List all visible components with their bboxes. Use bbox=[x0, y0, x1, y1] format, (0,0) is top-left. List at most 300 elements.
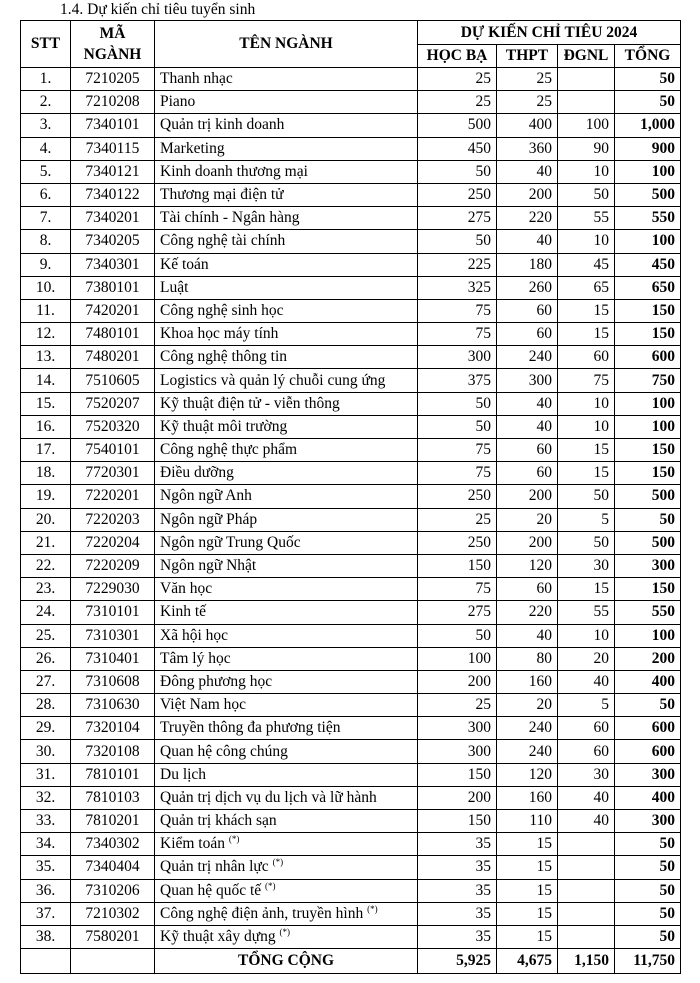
total-label: TỔNG CỘNG bbox=[155, 949, 418, 974]
major-name: Quản trị khách sạn bbox=[160, 812, 277, 830]
table-row bbox=[21, 578, 681, 601]
cell-stt: 7. bbox=[21, 207, 71, 230]
cell-name bbox=[155, 740, 418, 763]
header-ten-nganh: TÊN NGÀNH bbox=[155, 21, 418, 68]
cell-code: 7720301 bbox=[71, 462, 155, 485]
cell-name bbox=[155, 670, 418, 693]
cell-hoc-ba: 35 bbox=[418, 902, 497, 925]
table-row bbox=[21, 856, 681, 879]
table-row bbox=[21, 207, 681, 230]
cell-dgnl: 40 bbox=[558, 670, 615, 693]
cell-name bbox=[155, 694, 418, 717]
cell-code: 7340201 bbox=[71, 207, 155, 230]
cell-thpt: 20 bbox=[497, 508, 558, 531]
cell-stt: 19. bbox=[21, 485, 71, 508]
header-ma-nganh bbox=[71, 21, 155, 68]
cell-tong: 50 bbox=[615, 68, 681, 91]
cell-stt: 30. bbox=[21, 740, 71, 763]
cell-thpt: 260 bbox=[497, 276, 558, 299]
table-row bbox=[21, 230, 681, 253]
cell-dgnl: 10 bbox=[558, 160, 615, 183]
cell-tong: 450 bbox=[615, 253, 681, 276]
major-name: Việt Nam học bbox=[160, 696, 247, 714]
cell-name bbox=[155, 415, 418, 438]
cell-hoc-ba: 275 bbox=[418, 601, 497, 624]
major-name: Quản trị dịch vụ du lịch và lữ hành bbox=[160, 788, 377, 806]
cell-tong: 300 bbox=[615, 810, 681, 833]
cell-stt: 12. bbox=[21, 323, 71, 346]
cell-tong: 50 bbox=[615, 856, 681, 879]
cell-name bbox=[155, 183, 418, 206]
cell-tong: 50 bbox=[615, 508, 681, 531]
cell-code: 7220209 bbox=[71, 554, 155, 577]
cell-dgnl: 65 bbox=[558, 276, 615, 299]
cell-code: 7340301 bbox=[71, 253, 155, 276]
cell-dgnl: 30 bbox=[558, 763, 615, 786]
cell-hoc-ba: 75 bbox=[418, 439, 497, 462]
cell-dgnl: 15 bbox=[558, 439, 615, 462]
table-row bbox=[21, 833, 681, 856]
cell-hoc-ba: 25 bbox=[418, 694, 497, 717]
admission-quota-table bbox=[20, 20, 681, 974]
cell-thpt: 240 bbox=[497, 740, 558, 763]
cell-code: 7210302 bbox=[71, 902, 155, 925]
cell-thpt: 60 bbox=[497, 299, 558, 322]
cell-code: 7220204 bbox=[71, 531, 155, 554]
cell-thpt: 60 bbox=[497, 462, 558, 485]
total-code-cell bbox=[71, 949, 155, 974]
major-name: Điều dưỡng bbox=[160, 464, 234, 482]
cell-hoc-ba: 150 bbox=[418, 554, 497, 577]
major-name: Quản trị kinh doanh bbox=[160, 116, 285, 134]
cell-hoc-ba: 150 bbox=[418, 763, 497, 786]
cell-name bbox=[155, 346, 418, 369]
cell-hoc-ba: 150 bbox=[418, 810, 497, 833]
major-name: Quản trị nhân lực bbox=[160, 858, 269, 876]
cell-stt: 2. bbox=[21, 91, 71, 114]
cell-hoc-ba: 100 bbox=[418, 647, 497, 670]
cell-thpt: 15 bbox=[497, 879, 558, 902]
cell-dgnl: 40 bbox=[558, 786, 615, 809]
cell-code: 7810101 bbox=[71, 763, 155, 786]
cell-tong: 600 bbox=[615, 717, 681, 740]
cell-dgnl: 15 bbox=[558, 462, 615, 485]
table-row bbox=[21, 531, 681, 554]
cell-thpt: 400 bbox=[497, 114, 558, 137]
cell-hoc-ba: 50 bbox=[418, 624, 497, 647]
cell-dgnl: 75 bbox=[558, 369, 615, 392]
major-name: Kỹ thuật môi trường bbox=[160, 417, 288, 435]
cell-code: 7220203 bbox=[71, 508, 155, 531]
cell-tong: 200 bbox=[615, 647, 681, 670]
cell-hoc-ba: 300 bbox=[418, 717, 497, 740]
cell-code: 7810103 bbox=[71, 786, 155, 809]
total-dgnl: 1,150 bbox=[558, 949, 615, 974]
cell-name bbox=[155, 531, 418, 554]
major-name: Kế toán bbox=[160, 255, 209, 273]
cell-thpt: 110 bbox=[497, 810, 558, 833]
cell-tong: 750 bbox=[615, 369, 681, 392]
footnote-mark: (*) bbox=[272, 857, 284, 868]
major-name: Kiểm toán bbox=[160, 835, 225, 853]
table-row bbox=[21, 810, 681, 833]
cell-hoc-ba: 375 bbox=[418, 369, 497, 392]
total-tong: 11,750 bbox=[615, 949, 681, 974]
major-name: Logistics và quản lý chuỗi cung ứng bbox=[160, 371, 386, 389]
cell-dgnl: 10 bbox=[558, 230, 615, 253]
total-thpt: 4,675 bbox=[497, 949, 558, 974]
major-name: Tâm lý học bbox=[160, 649, 231, 667]
cell-thpt: 200 bbox=[497, 531, 558, 554]
cell-tong: 300 bbox=[615, 763, 681, 786]
cell-tong: 100 bbox=[615, 415, 681, 438]
cell-stt: 34. bbox=[21, 833, 71, 856]
cell-stt: 18. bbox=[21, 462, 71, 485]
cell-dgnl bbox=[558, 68, 615, 91]
table-row bbox=[21, 670, 681, 693]
cell-thpt: 360 bbox=[497, 137, 558, 160]
cell-dgnl: 5 bbox=[558, 508, 615, 531]
cell-code: 7310206 bbox=[71, 879, 155, 902]
cell-hoc-ba: 25 bbox=[418, 508, 497, 531]
cell-code: 7310301 bbox=[71, 624, 155, 647]
cell-name bbox=[155, 578, 418, 601]
table-row bbox=[21, 624, 681, 647]
cell-thpt: 200 bbox=[497, 183, 558, 206]
cell-stt: 6. bbox=[21, 183, 71, 206]
table-row bbox=[21, 763, 681, 786]
cell-tong: 600 bbox=[615, 346, 681, 369]
cell-code: 7210205 bbox=[71, 68, 155, 91]
cell-tong: 100 bbox=[615, 624, 681, 647]
table-row bbox=[21, 439, 681, 462]
table-row bbox=[21, 299, 681, 322]
table-row bbox=[21, 392, 681, 415]
cell-tong: 50 bbox=[615, 925, 681, 948]
cell-tong: 100 bbox=[615, 392, 681, 415]
total-row bbox=[21, 949, 681, 974]
table-row bbox=[21, 601, 681, 624]
cell-stt: 25. bbox=[21, 624, 71, 647]
cell-tong: 50 bbox=[615, 879, 681, 902]
cell-dgnl bbox=[558, 833, 615, 856]
cell-thpt: 220 bbox=[497, 601, 558, 624]
table-header-row bbox=[21, 21, 681, 45]
header-stt: STT bbox=[21, 21, 71, 68]
cell-tong: 150 bbox=[615, 578, 681, 601]
cell-code: 7340115 bbox=[71, 137, 155, 160]
cell-name bbox=[155, 786, 418, 809]
cell-hoc-ba: 25 bbox=[418, 91, 497, 114]
cell-dgnl: 10 bbox=[558, 415, 615, 438]
cell-name bbox=[155, 230, 418, 253]
cell-dgnl: 10 bbox=[558, 624, 615, 647]
cell-hoc-ba: 200 bbox=[418, 670, 497, 693]
table-row bbox=[21, 114, 681, 137]
cell-stt: 28. bbox=[21, 694, 71, 717]
cell-stt: 31. bbox=[21, 763, 71, 786]
cell-stt: 36. bbox=[21, 879, 71, 902]
major-name: Công nghệ thực phẩm bbox=[160, 441, 298, 459]
cell-thpt: 15 bbox=[497, 833, 558, 856]
major-name: Công nghệ thông tin bbox=[160, 348, 288, 366]
cell-dgnl bbox=[558, 879, 615, 902]
cell-stt: 26. bbox=[21, 647, 71, 670]
cell-tong: 50 bbox=[615, 833, 681, 856]
cell-name bbox=[155, 207, 418, 230]
cell-hoc-ba: 250 bbox=[418, 531, 497, 554]
cell-name bbox=[155, 554, 418, 577]
footnote-mark: (*) bbox=[367, 903, 378, 914]
cell-tong: 50 bbox=[615, 694, 681, 717]
cell-name bbox=[155, 833, 418, 856]
cell-thpt: 160 bbox=[497, 786, 558, 809]
cell-stt: 23. bbox=[21, 578, 71, 601]
cell-dgnl: 50 bbox=[558, 183, 615, 206]
cell-dgnl bbox=[558, 856, 615, 879]
table-row bbox=[21, 786, 681, 809]
cell-dgnl: 55 bbox=[558, 207, 615, 230]
cell-thpt: 15 bbox=[497, 856, 558, 879]
major-name: Kinh doanh thương mại bbox=[160, 162, 308, 180]
cell-name bbox=[155, 624, 418, 647]
header-dgnl: ĐGNL bbox=[558, 45, 615, 68]
cell-dgnl: 55 bbox=[558, 601, 615, 624]
table-row bbox=[21, 508, 681, 531]
cell-code: 7340101 bbox=[71, 114, 155, 137]
cell-name bbox=[155, 137, 418, 160]
cell-code: 7340302 bbox=[71, 833, 155, 856]
cell-name bbox=[155, 369, 418, 392]
cell-hoc-ba: 35 bbox=[418, 833, 497, 856]
cell-name bbox=[155, 253, 418, 276]
cell-code: 7480101 bbox=[71, 323, 155, 346]
cell-hoc-ba: 200 bbox=[418, 786, 497, 809]
major-name: Kinh tế bbox=[160, 603, 207, 621]
major-name: Thương mại điện tử bbox=[160, 186, 284, 204]
cell-name bbox=[155, 856, 418, 879]
cell-thpt: 20 bbox=[497, 694, 558, 717]
major-name: Kỹ thuật điện tử - viễn thông bbox=[160, 394, 340, 412]
table-row bbox=[21, 925, 681, 948]
cell-hoc-ba: 300 bbox=[418, 740, 497, 763]
cell-dgnl: 5 bbox=[558, 694, 615, 717]
cell-hoc-ba: 225 bbox=[418, 253, 497, 276]
cell-thpt: 60 bbox=[497, 578, 558, 601]
cell-hoc-ba: 250 bbox=[418, 485, 497, 508]
cell-code: 7220201 bbox=[71, 485, 155, 508]
cell-name bbox=[155, 160, 418, 183]
header-tong: TỔNG bbox=[615, 45, 681, 68]
cell-name bbox=[155, 392, 418, 415]
cell-thpt: 15 bbox=[497, 925, 558, 948]
cell-name bbox=[155, 647, 418, 670]
major-name: Công nghệ tài chính bbox=[160, 232, 286, 250]
cell-code: 7340205 bbox=[71, 230, 155, 253]
cell-dgnl: 60 bbox=[558, 346, 615, 369]
header-thpt: THPT bbox=[497, 45, 558, 68]
cell-thpt: 160 bbox=[497, 670, 558, 693]
cell-name bbox=[155, 462, 418, 485]
cell-code: 7340122 bbox=[71, 183, 155, 206]
footnote-mark: (*) bbox=[279, 927, 290, 938]
cell-stt: 8. bbox=[21, 230, 71, 253]
cell-code: 7310401 bbox=[71, 647, 155, 670]
cell-dgnl: 90 bbox=[558, 137, 615, 160]
table-row bbox=[21, 253, 681, 276]
major-name: Ngôn ngữ Pháp bbox=[160, 510, 258, 528]
cell-code: 7340121 bbox=[71, 160, 155, 183]
cell-stt: 9. bbox=[21, 253, 71, 276]
table-row bbox=[21, 160, 681, 183]
table-row bbox=[21, 323, 681, 346]
cell-hoc-ba: 35 bbox=[418, 879, 497, 902]
table-row bbox=[21, 276, 681, 299]
total-hoc-ba: 5,925 bbox=[418, 949, 497, 974]
cell-name bbox=[155, 276, 418, 299]
cell-code: 7510605 bbox=[71, 369, 155, 392]
header-group-quota: DỰ KIẾN CHỈ TIÊU 2024 bbox=[418, 21, 681, 45]
cell-stt: 33. bbox=[21, 810, 71, 833]
cell-tong: 400 bbox=[615, 670, 681, 693]
cell-hoc-ba: 75 bbox=[418, 578, 497, 601]
cell-code: 7340404 bbox=[71, 856, 155, 879]
table-row bbox=[21, 717, 681, 740]
cell-code: 7320108 bbox=[71, 740, 155, 763]
cell-tong: 50 bbox=[615, 91, 681, 114]
table-body bbox=[21, 68, 681, 949]
cell-stt: 21. bbox=[21, 531, 71, 554]
major-name: Văn học bbox=[160, 580, 213, 598]
cell-hoc-ba: 325 bbox=[418, 276, 497, 299]
cell-thpt: 40 bbox=[497, 624, 558, 647]
cell-name bbox=[155, 68, 418, 91]
cell-name bbox=[155, 91, 418, 114]
cell-stt: 32. bbox=[21, 786, 71, 809]
cell-thpt: 60 bbox=[497, 323, 558, 346]
table-row bbox=[21, 415, 681, 438]
cell-name bbox=[155, 717, 418, 740]
table-row bbox=[21, 740, 681, 763]
cell-code: 7380101 bbox=[71, 276, 155, 299]
cell-stt: 3. bbox=[21, 114, 71, 137]
cell-stt: 35. bbox=[21, 856, 71, 879]
cell-thpt: 120 bbox=[497, 763, 558, 786]
cell-thpt: 40 bbox=[497, 160, 558, 183]
cell-name bbox=[155, 902, 418, 925]
cell-dgnl: 15 bbox=[558, 299, 615, 322]
major-name: Đông phương học bbox=[160, 672, 273, 690]
major-name: Quan hệ quốc tế bbox=[160, 881, 262, 899]
cell-thpt: 180 bbox=[497, 253, 558, 276]
major-name: Ngôn ngữ Trung Quốc bbox=[160, 533, 301, 551]
cell-name bbox=[155, 810, 418, 833]
cell-thpt: 40 bbox=[497, 415, 558, 438]
cell-dgnl: 10 bbox=[558, 392, 615, 415]
cell-tong: 550 bbox=[615, 207, 681, 230]
cell-code: 7210208 bbox=[71, 91, 155, 114]
cell-dgnl: 50 bbox=[558, 531, 615, 554]
cell-tong: 500 bbox=[615, 531, 681, 554]
cell-code: 7310630 bbox=[71, 694, 155, 717]
cell-stt: 5. bbox=[21, 160, 71, 183]
footnote-mark: (*) bbox=[265, 880, 276, 891]
cell-dgnl: 60 bbox=[558, 740, 615, 763]
major-name: Khoa học máy tính bbox=[160, 325, 279, 343]
major-name: Thanh nhạc bbox=[160, 70, 233, 88]
cell-tong: 500 bbox=[615, 485, 681, 508]
cell-thpt: 60 bbox=[497, 439, 558, 462]
cell-dgnl: 100 bbox=[558, 114, 615, 137]
cell-stt: 16. bbox=[21, 415, 71, 438]
table-row bbox=[21, 647, 681, 670]
major-name: Kỹ thuật xây dựng bbox=[160, 928, 276, 946]
cell-hoc-ba: 50 bbox=[418, 392, 497, 415]
cell-code: 7810201 bbox=[71, 810, 155, 833]
table-row bbox=[21, 554, 681, 577]
cell-thpt: 300 bbox=[497, 369, 558, 392]
major-name: Xã hội học bbox=[160, 626, 229, 644]
cell-name bbox=[155, 485, 418, 508]
cell-dgnl: 30 bbox=[558, 554, 615, 577]
cell-dgnl: 20 bbox=[558, 647, 615, 670]
major-name: Ngôn ngữ Nhật bbox=[160, 557, 257, 575]
cell-code: 7580201 bbox=[71, 925, 155, 948]
cell-tong: 100 bbox=[615, 230, 681, 253]
table-row bbox=[21, 346, 681, 369]
cell-thpt: 80 bbox=[497, 647, 558, 670]
cell-thpt: 40 bbox=[497, 392, 558, 415]
cell-stt: 24. bbox=[21, 601, 71, 624]
cell-name bbox=[155, 763, 418, 786]
cell-tong: 50 bbox=[615, 902, 681, 925]
cell-thpt: 25 bbox=[497, 68, 558, 91]
cell-hoc-ba: 50 bbox=[418, 230, 497, 253]
cell-code: 7520207 bbox=[71, 392, 155, 415]
cell-code: 7229030 bbox=[71, 578, 155, 601]
cell-thpt: 25 bbox=[497, 91, 558, 114]
cell-code: 7310608 bbox=[71, 670, 155, 693]
cell-tong: 1,000 bbox=[615, 114, 681, 137]
section-heading: 1.4. Dự kiến chỉ tiêu tuyển sinh bbox=[60, 1, 256, 18]
table-row bbox=[21, 694, 681, 717]
major-name: Ngôn ngữ Anh bbox=[160, 487, 252, 505]
table-row bbox=[21, 879, 681, 902]
cell-dgnl bbox=[558, 902, 615, 925]
cell-tong: 550 bbox=[615, 601, 681, 624]
cell-stt: 14. bbox=[21, 369, 71, 392]
cell-thpt: 200 bbox=[497, 485, 558, 508]
cell-tong: 150 bbox=[615, 299, 681, 322]
cell-stt: 22. bbox=[21, 554, 71, 577]
table-row bbox=[21, 183, 681, 206]
footnote-mark: (*) bbox=[228, 834, 240, 845]
cell-name bbox=[155, 879, 418, 902]
cell-code: 7540101 bbox=[71, 439, 155, 462]
cell-hoc-ba: 250 bbox=[418, 183, 497, 206]
cell-hoc-ba: 450 bbox=[418, 137, 497, 160]
major-name: Quan hệ công chúng bbox=[160, 742, 288, 760]
major-name: Công nghệ sinh học bbox=[160, 301, 284, 319]
cell-stt: 1. bbox=[21, 68, 71, 91]
cell-hoc-ba: 25 bbox=[418, 68, 497, 91]
cell-thpt: 220 bbox=[497, 207, 558, 230]
cell-dgnl: 15 bbox=[558, 578, 615, 601]
major-name: Tài chính - Ngân hàng bbox=[160, 209, 300, 227]
cell-thpt: 15 bbox=[497, 902, 558, 925]
cell-hoc-ba: 75 bbox=[418, 462, 497, 485]
cell-hoc-ba: 35 bbox=[418, 856, 497, 879]
